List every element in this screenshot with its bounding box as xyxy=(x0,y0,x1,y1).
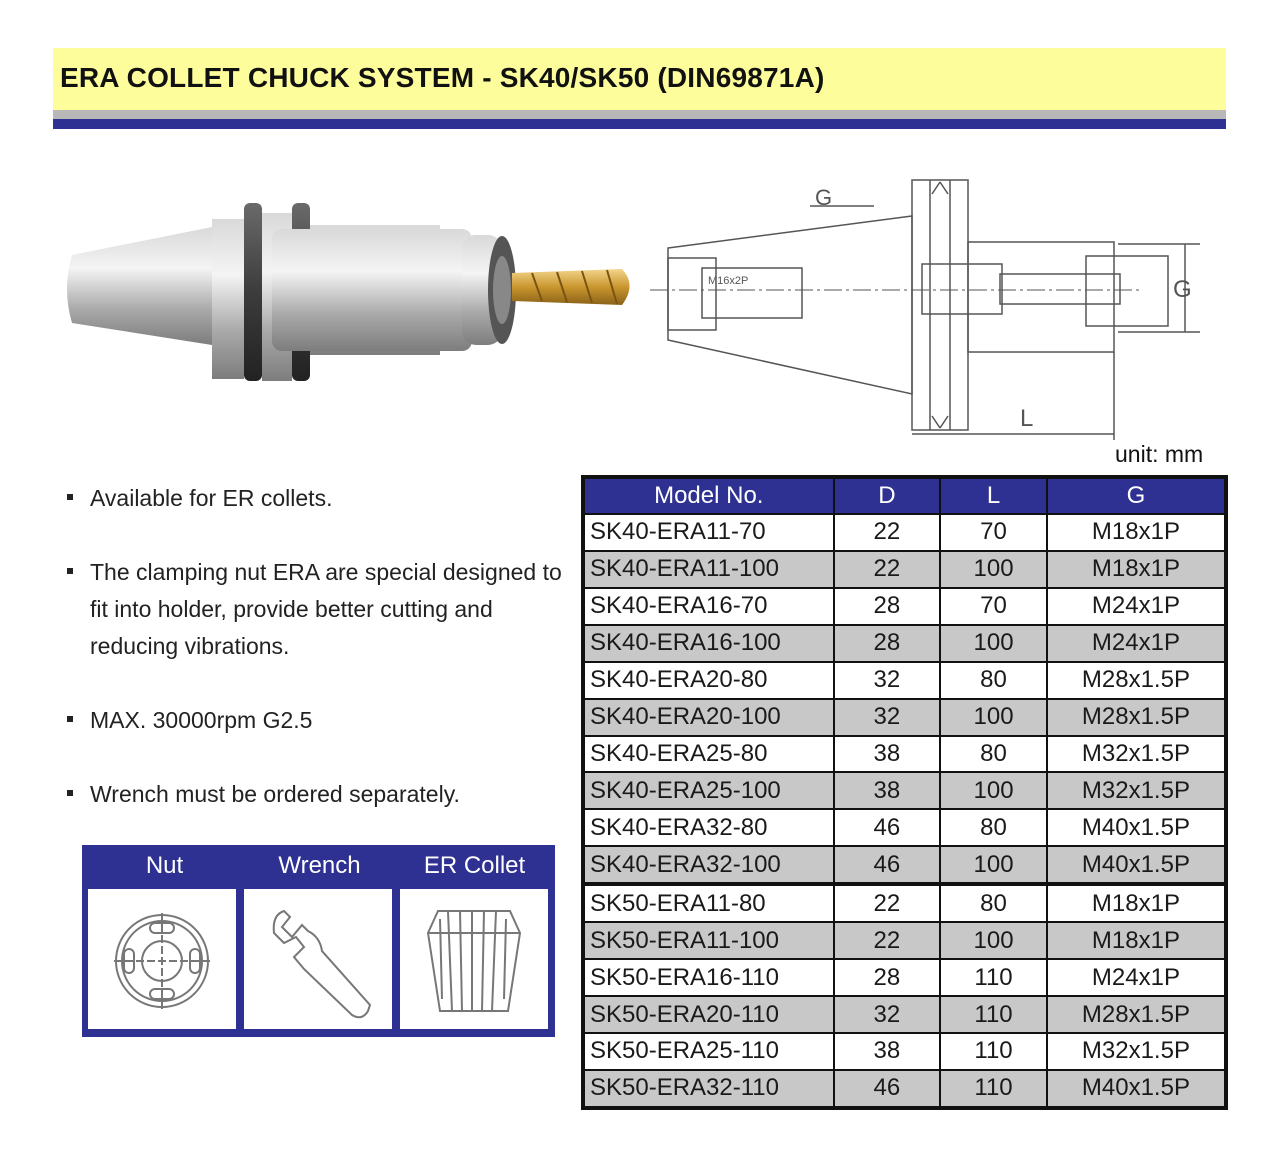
feature-item: MAX. 30000rpm G2.5 xyxy=(62,702,562,739)
cell-d: 38 xyxy=(834,736,941,773)
cell-d: 46 xyxy=(834,846,941,884)
cell-l: 70 xyxy=(940,514,1047,551)
table-header-row xyxy=(583,477,1226,514)
technical-drawing xyxy=(640,172,1210,442)
accessory-header-wrench: Wrench xyxy=(278,852,361,879)
cell-d: 28 xyxy=(834,959,941,996)
column-header-l: L xyxy=(940,477,1047,514)
cell-g: M18x1P xyxy=(1047,514,1226,551)
title-banner xyxy=(53,48,1226,110)
cell-model: SK50-ERA11-100 xyxy=(583,922,834,959)
table-row xyxy=(583,959,1226,996)
feature-item: Available for ER collets. xyxy=(62,480,562,517)
cell-model: SK50-ERA20-110 xyxy=(583,996,834,1033)
feature-list xyxy=(62,480,562,850)
cell-g: M18x1P xyxy=(1047,884,1226,922)
drawing-thread-label: M16x2P xyxy=(708,275,749,287)
cell-l: 80 xyxy=(940,736,1047,773)
cell-d: 32 xyxy=(834,699,941,736)
wrench-icon xyxy=(244,889,392,1029)
table-row xyxy=(583,588,1226,625)
cell-model: SK50-ERA16-110 xyxy=(583,959,834,996)
cell-d: 28 xyxy=(834,588,941,625)
cell-g: M28x1.5P xyxy=(1047,996,1226,1033)
accessory-header-collet: ER Collet xyxy=(423,852,526,879)
cell-l: 100 xyxy=(940,699,1047,736)
table-row xyxy=(583,1070,1226,1108)
cell-g: M40x1.5P xyxy=(1047,809,1226,846)
cell-l: 80 xyxy=(940,809,1047,846)
cell-g: M24x1P xyxy=(1047,625,1226,662)
collet-icon xyxy=(400,889,548,1029)
cell-l: 70 xyxy=(940,588,1047,625)
drawing-label-g-side: G xyxy=(1173,276,1192,303)
column-header-model: Model No. xyxy=(583,477,834,514)
cell-model: SK40-ERA32-100 xyxy=(583,846,834,884)
cell-d: 38 xyxy=(834,1033,941,1070)
cell-d: 22 xyxy=(834,551,941,588)
feature-item: Wrench must be ordered separately. xyxy=(62,776,562,813)
banner-divider-gray xyxy=(53,110,1226,119)
cell-l: 80 xyxy=(940,884,1047,922)
nut-image xyxy=(88,889,236,1029)
cell-g: M40x1.5P xyxy=(1047,1070,1226,1108)
cell-g: M28x1.5P xyxy=(1047,699,1226,736)
banner-divider-blue xyxy=(53,119,1226,129)
cell-model: SK50-ERA11-80 xyxy=(583,884,834,922)
cell-model: SK40-ERA25-100 xyxy=(583,772,834,809)
table-row xyxy=(583,736,1226,773)
cell-model: SK40-ERA20-80 xyxy=(583,662,834,699)
table-row xyxy=(583,551,1226,588)
cell-d: 22 xyxy=(834,922,941,959)
cell-d: 32 xyxy=(834,662,941,699)
cell-d: 22 xyxy=(834,514,941,551)
cell-l: 110 xyxy=(940,996,1047,1033)
cell-d: 46 xyxy=(834,809,941,846)
cell-model: SK40-ERA11-70 xyxy=(583,514,834,551)
table-row xyxy=(583,625,1226,662)
table-row xyxy=(583,922,1226,959)
cell-g: M32x1.5P xyxy=(1047,772,1226,809)
cell-model: SK40-ERA11-100 xyxy=(583,551,834,588)
spec-table xyxy=(581,475,1228,1110)
cell-l: 110 xyxy=(940,959,1047,996)
cell-l: 100 xyxy=(940,922,1047,959)
drawing-label-g-top: G xyxy=(815,185,833,210)
cell-g: M18x1P xyxy=(1047,551,1226,588)
product-photo xyxy=(62,185,642,395)
cell-g: M28x1.5P xyxy=(1047,662,1226,699)
table-row xyxy=(583,1033,1226,1070)
cell-model: SK40-ERA16-100 xyxy=(583,625,834,662)
cell-g: M32x1.5P xyxy=(1047,736,1226,773)
table-row xyxy=(583,699,1226,736)
table-row xyxy=(583,662,1226,699)
accessory-header-nut: Nut xyxy=(145,852,184,879)
cell-d: 32 xyxy=(834,996,941,1033)
page-title: ERA COLLET CHUCK SYSTEM - SK40/SK50 (DIN69871A) xyxy=(60,62,825,93)
cell-l: 100 xyxy=(940,551,1047,588)
accessories-panel xyxy=(82,845,555,1037)
unit-label: unit: mm xyxy=(1115,441,1204,467)
cell-l: 80 xyxy=(940,662,1047,699)
cell-d: 38 xyxy=(834,772,941,809)
cell-l: 110 xyxy=(940,1070,1047,1108)
cell-model: SK40-ERA16-70 xyxy=(583,588,834,625)
cell-d: 46 xyxy=(834,1070,941,1108)
table-row xyxy=(583,809,1226,846)
cell-g: M40x1.5P xyxy=(1047,846,1226,884)
nut-icon xyxy=(88,889,236,1029)
drawing-label-l: L xyxy=(1020,405,1034,432)
cell-g: M24x1P xyxy=(1047,959,1226,996)
cell-l: 100 xyxy=(940,772,1047,809)
cell-model: SK50-ERA32-110 xyxy=(583,1070,834,1108)
table-row xyxy=(583,996,1226,1033)
cell-d: 22 xyxy=(834,884,941,922)
table-row xyxy=(583,884,1226,922)
column-header-d: D xyxy=(834,477,941,514)
feature-item: The clamping nut ERA are special designed to fit into holder, provide better cutting and reducing vibrations. xyxy=(62,554,562,665)
table-row xyxy=(583,846,1226,884)
cell-g: M24x1P xyxy=(1047,588,1226,625)
cell-model: SK40-ERA20-100 xyxy=(583,699,834,736)
table-row xyxy=(583,772,1226,809)
cell-l: 100 xyxy=(940,625,1047,662)
cell-model: SK50-ERA25-110 xyxy=(583,1033,834,1070)
wrench-image xyxy=(244,889,392,1029)
cell-g: M18x1P xyxy=(1047,922,1226,959)
cell-model: SK40-ERA32-80 xyxy=(583,809,834,846)
cell-d: 28 xyxy=(834,625,941,662)
column-header-g: G xyxy=(1047,477,1226,514)
cell-model: SK40-ERA25-80 xyxy=(583,736,834,773)
cell-l: 110 xyxy=(940,1033,1047,1070)
cell-l: 100 xyxy=(940,846,1047,884)
table-row xyxy=(583,514,1226,551)
collet-image xyxy=(400,889,548,1029)
cell-g: M32x1.5P xyxy=(1047,1033,1226,1070)
